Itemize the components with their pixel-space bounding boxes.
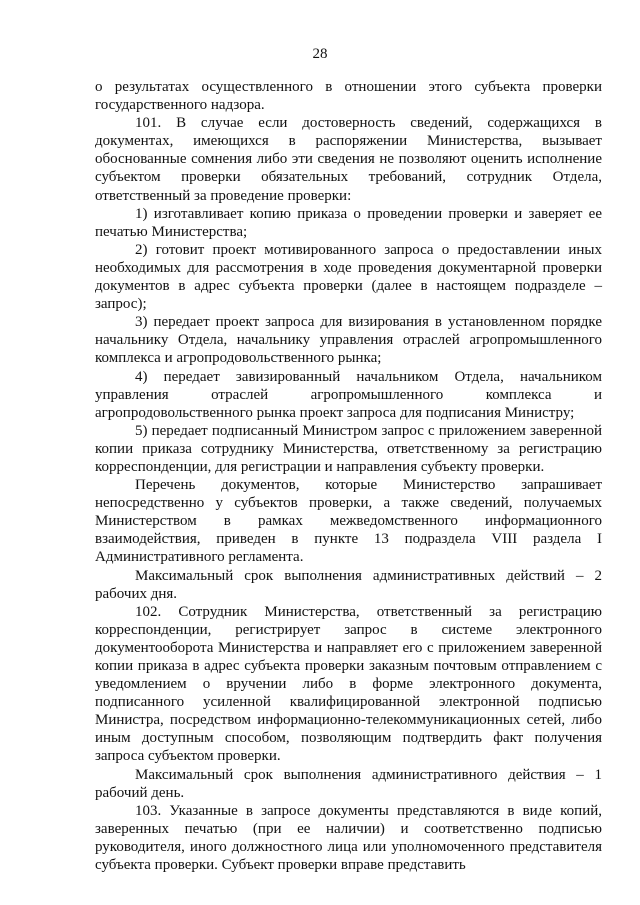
paragraph: 1) изготавливает копию приказа о проведении проверки и заверяет ее печатью Министерства; [95, 205, 602, 240]
paragraph: Перечень документов, которые Министерство запрашивает непосредственно у субъектов проверки, а также сведений, получаемых Министерством в рамках межведомственного информационного взаимодействия, приведен в пункте 13 подраздела VIII раздела I Административного регламента. [95, 477, 602, 566]
paragraph: 5) передает подписанный Министром запрос с приложением заверенной копии приказа сотруднику Министерства, ответственному за регистрацию корреспонденции, для регистрации и направления субъекту проверки. [95, 422, 602, 475]
paragraph: 102. Сотрудник Министерства, ответственный за регистрацию корреспонденции, регистрирует запрос в системе электронного документооборота Министерства и направляет его с приложением заверенной копии приказа в адрес субъекта проверки заказным почтовым отправлением с уведомлением о вручении либо в форме электронного документа, подписанного усиленной квалифицированной электронной подписью Министра, посредством информационно-телекоммуникационных сетей, либо иным доступным способом, позволяющим подтвердить факт получения запроса субъектом проверки. [95, 603, 602, 765]
page-number: 28 [312, 46, 328, 62]
paragraph: 2) готовит проект мотивированного запроса о предоставлении иных необходимых для рассмотрения в ходе проведения документарной проверки документов в адрес субъекта проверки (далее в настоящем подразделе – запрос); [95, 241, 602, 313]
paragraph: 3) передает проект запроса для визирования в установленном порядке начальнику Отдела, начальнику управления отраслей агропромышленного комплекса и агропродовольственного рынка; [95, 314, 602, 367]
paragraph: Максимальный срок выполнения административных действий – 2 рабочих дня. [95, 567, 602, 602]
paragraph: о результатах осуществленного в отношении этого субъекта проверки государственного надзора. [95, 79, 602, 114]
paragraph: 103. Указанные в запросе документы представляются в виде копий, заверенных печатью (при ее наличии) и соответственно подписью руководителя, иного должностного лица или уполномоченного представителя субъекта проверки. Субъект проверки вправе представить [95, 802, 602, 874]
paragraph: Максимальный срок выполнения административного действия – 1 рабочий день. [95, 766, 602, 801]
paragraph: 4) передает завизированный начальником Отдела, начальником управления отраслей агропромышленного комплекса и агропродовольственного рынка проект запроса для подписания Министру; [95, 368, 602, 421]
document-body [95, 78, 602, 874]
paragraph: 101. В случае если достоверность сведений, содержащихся в документах, имеющихся в распоряжении Министерства, вызывает обоснованные сомнения либо эти сведения не позволяют оценить исполнение субъектом проверки обязательных требований, сотрудник Отдела, ответственный за проведение проверки: [95, 115, 602, 204]
